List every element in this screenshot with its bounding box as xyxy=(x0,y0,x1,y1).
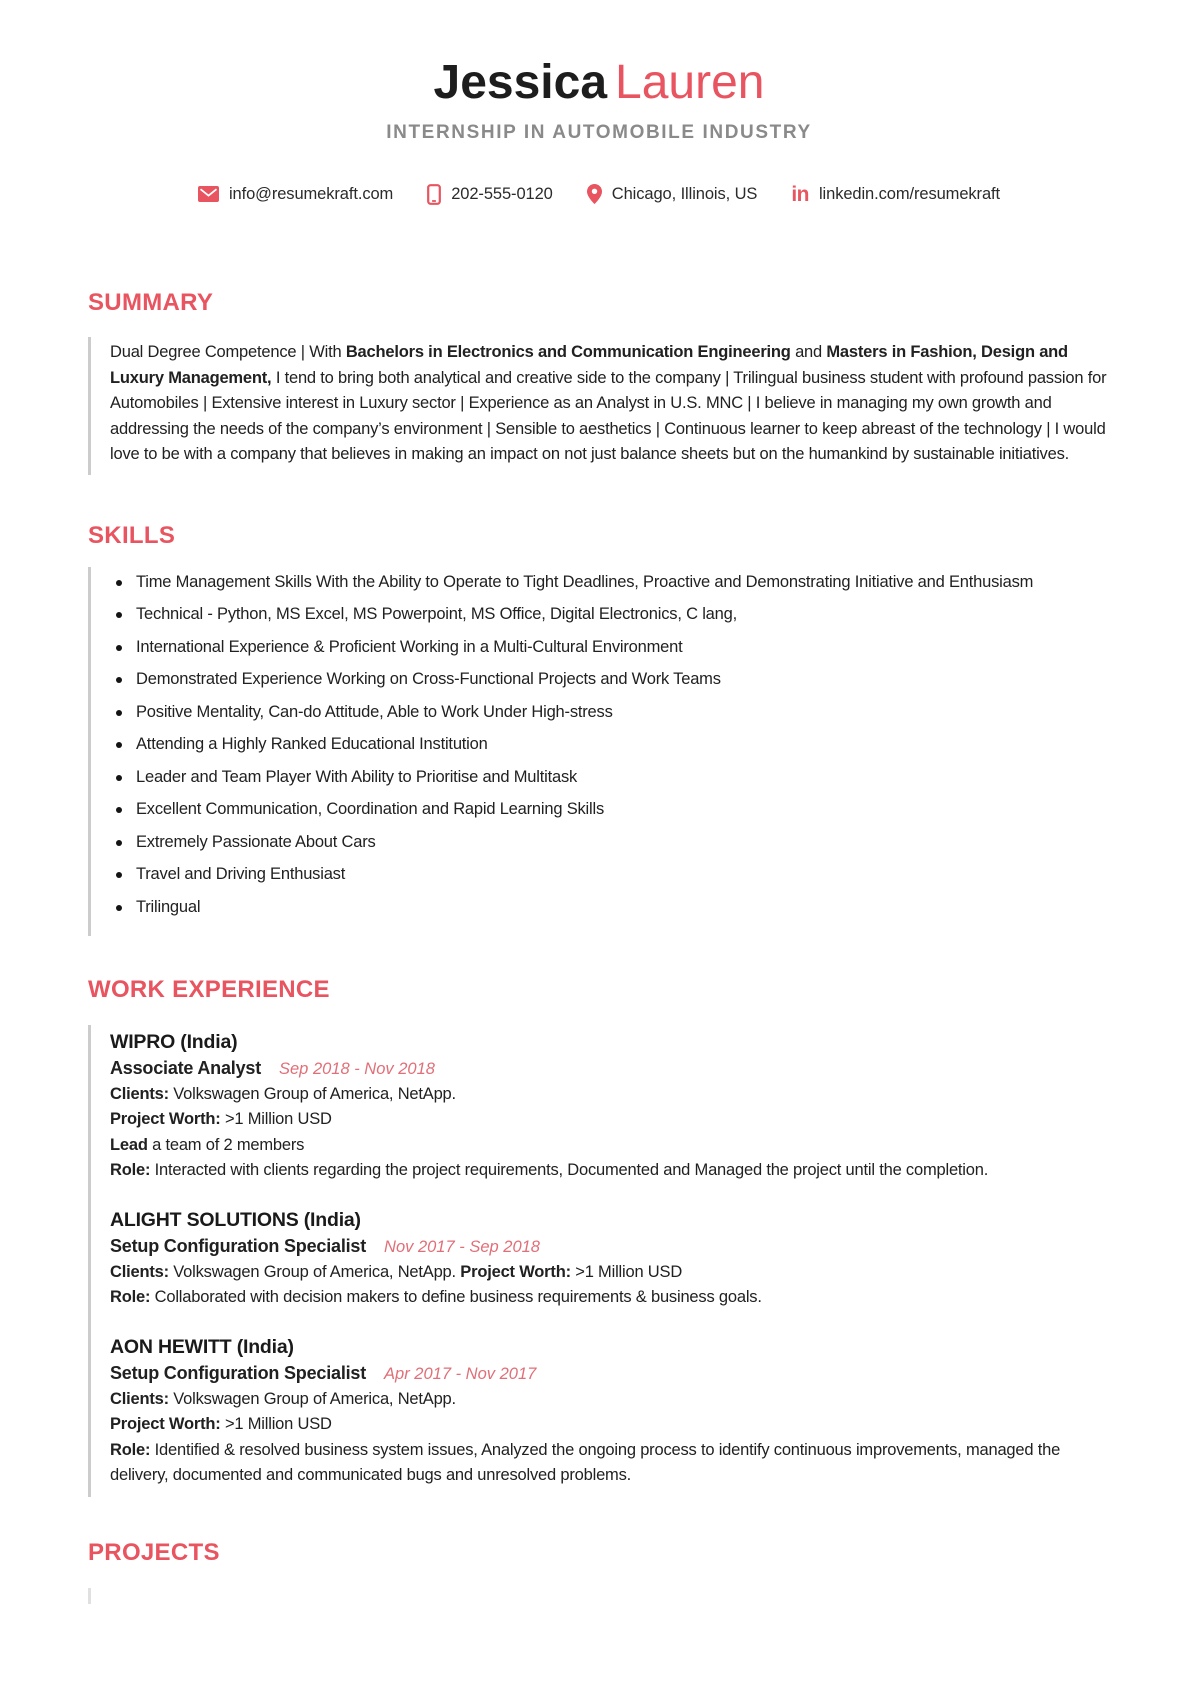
skills-heading: SKILLS xyxy=(88,521,176,549)
skill-item: Extremely Passionate About Cars xyxy=(110,830,1110,856)
summary-heading: SUMMARY xyxy=(88,288,214,316)
job-role: Associate Analyst xyxy=(110,1057,261,1078)
header-subtitle: INTERNSHIP IN AUTOMOBILE INDUSTRY xyxy=(386,121,812,143)
job-detail-line xyxy=(110,1133,1110,1159)
text-run-bold: Project Worth: xyxy=(110,1415,221,1434)
job-detail-line xyxy=(110,1107,1110,1133)
summary-paragraph xyxy=(110,337,1110,475)
contact-item xyxy=(198,185,393,204)
text-run: Interacted with clients regarding the project requirements, Documented and Managed the project until the completion. xyxy=(150,1161,989,1180)
job-role-line xyxy=(110,1361,1110,1387)
job-dates: Apr 2017 - Nov 2017 xyxy=(384,1364,537,1383)
contact-item xyxy=(587,184,758,204)
text-run: Volkswagen Group of America, NetApp. xyxy=(168,1262,461,1281)
skill-item: Time Management Skills With the Ability to Operate to Tight Deadlines, Proactive and Demonstrating Initiative and Enthusiasm xyxy=(110,570,1110,596)
text-run: I tend to bring both analytical and creative side to the company | Trilingual business student with profound passion for Automobiles | Extensive interest in Luxury sector | Experience as an Analyst in U.S. MNC | I believe in managing my own growth and addressing the needs of the company’s environment | Sensible to aesthetics | Continuous learner to keep abreast of the technology | I would love to be with a company that believes in making an impact on not just balance sheets but on the humankind by sustainable initiatives. xyxy=(110,368,1107,464)
skill-item: Demonstrated Experience Working on Cross-Functional Projects and Work Teams xyxy=(110,667,1110,693)
contact-text: 202-555-0120 xyxy=(451,184,553,203)
job-company: AON HEWITT (India) xyxy=(110,1335,294,1358)
text-run: and xyxy=(790,343,827,362)
job-detail-line xyxy=(110,1387,1110,1413)
contact-item xyxy=(791,184,1000,205)
job-role-line xyxy=(110,1234,1110,1260)
text-run-bold: Role: xyxy=(110,1288,151,1307)
job-company: ALIGHT SOLUTIONS (India) xyxy=(110,1208,361,1231)
experience-heading: WORK EXPERIENCE xyxy=(88,976,330,1004)
contact-text: info@resumekraft.com xyxy=(228,184,394,203)
text-run-bold: Clients: xyxy=(110,1084,169,1103)
text-run-bold: Clients: xyxy=(110,1389,169,1408)
text-run-bold: Bachelors in Electronics and Communication Engineering xyxy=(345,343,791,362)
email-icon xyxy=(198,186,219,202)
section-experience xyxy=(88,976,1110,1497)
job-detail-line xyxy=(110,1412,1110,1438)
text-run: Collaborated with decision makers to define business requirements & business goals. xyxy=(150,1288,762,1307)
text-run: Dual Degree Competence | With xyxy=(110,343,346,362)
job-detail-line xyxy=(110,1438,1110,1489)
skill-item: Excellent Communication, Coordination and Rapid Learning Skills xyxy=(110,797,1110,823)
skill-item: Travel and Driving Enthusiast xyxy=(110,862,1110,888)
skill-item: International Experience & Proficient Working in a Multi-Cultural Environment xyxy=(110,635,1110,661)
contact-text: Chicago, Illinois, US xyxy=(611,184,758,203)
text-run: >1 Million USD xyxy=(220,1415,332,1434)
job-dates: Nov 2017 - Sep 2018 xyxy=(384,1237,540,1256)
linkedin-icon: in xyxy=(791,182,809,206)
section-skills xyxy=(88,522,1110,936)
text-run-bold: Project Worth: xyxy=(110,1110,221,1129)
text-run: Volkswagen Group of America, NetApp. xyxy=(168,1389,456,1408)
text-run: >1 Million USD xyxy=(570,1262,683,1281)
section-projects xyxy=(88,1539,1110,1605)
text-run-bold: Role: xyxy=(110,1161,151,1180)
text-run-bold: Role: xyxy=(110,1440,151,1459)
job-detail-line xyxy=(110,1260,1110,1286)
location-icon xyxy=(587,184,602,204)
projects-block-stub xyxy=(88,1588,1110,1604)
skill-item: Attending a Highly Ranked Educational Institution xyxy=(110,732,1110,758)
job-dates: Sep 2018 - Nov 2018 xyxy=(279,1059,435,1078)
text-run-bold: Lead xyxy=(110,1135,148,1154)
page-title xyxy=(88,57,1110,109)
resume-header xyxy=(88,57,1110,205)
first-name: Jessica xyxy=(433,56,608,109)
summary-block xyxy=(88,337,1110,475)
skill-item: Positive Mentality, Can-do Attitude, Able to Work Under High-stress xyxy=(110,700,1110,726)
job-role: Setup Configuration Specialist xyxy=(110,1235,367,1256)
skills-list xyxy=(88,567,1110,937)
text-run: Identified & resolved business system issues, Analyzed the ongoing process to identify continuous improvements, managed the delivery, documented and communicated bugs and unresolved problems. xyxy=(110,1440,1061,1485)
job-detail-line xyxy=(110,1285,1110,1311)
text-run-bold: Project Worth: xyxy=(460,1262,571,1281)
jobs-list xyxy=(88,1025,1110,1497)
job-role-line xyxy=(110,1056,1110,1082)
text-run: a team of 2 members xyxy=(147,1135,305,1154)
phone-icon xyxy=(427,184,441,205)
text-run-bold: Masters in Fashion, Design and Luxury Management, xyxy=(110,343,1068,387)
skill-item: Leader and Team Player With Ability to Prioritise and Multitask xyxy=(110,765,1110,791)
job-detail-line xyxy=(110,1158,1110,1184)
contact-item xyxy=(427,184,553,205)
job-detail-line xyxy=(110,1082,1110,1108)
job-entry xyxy=(110,1334,1110,1489)
last-name: Lauren xyxy=(615,56,765,109)
contact-row xyxy=(88,184,1110,205)
text-run-bold: Clients: xyxy=(110,1262,169,1281)
skill-item: Technical - Python, MS Excel, MS Powerpoint, MS Office, Digital Electronics, C lang, xyxy=(110,602,1110,628)
text-run: Volkswagen Group of America, NetApp. xyxy=(168,1084,456,1103)
projects-heading: PROJECTS xyxy=(88,1538,220,1566)
job-entry xyxy=(110,1029,1110,1184)
job-entry xyxy=(110,1207,1110,1311)
job-role: Setup Configuration Specialist xyxy=(110,1362,367,1383)
section-summary xyxy=(88,289,1110,475)
skill-item: Trilingual xyxy=(110,895,1110,921)
job-company: WIPRO (India) xyxy=(110,1030,238,1053)
contact-text: linkedin.com/resumekraft xyxy=(818,184,1000,203)
text-run: >1 Million USD xyxy=(220,1110,332,1129)
